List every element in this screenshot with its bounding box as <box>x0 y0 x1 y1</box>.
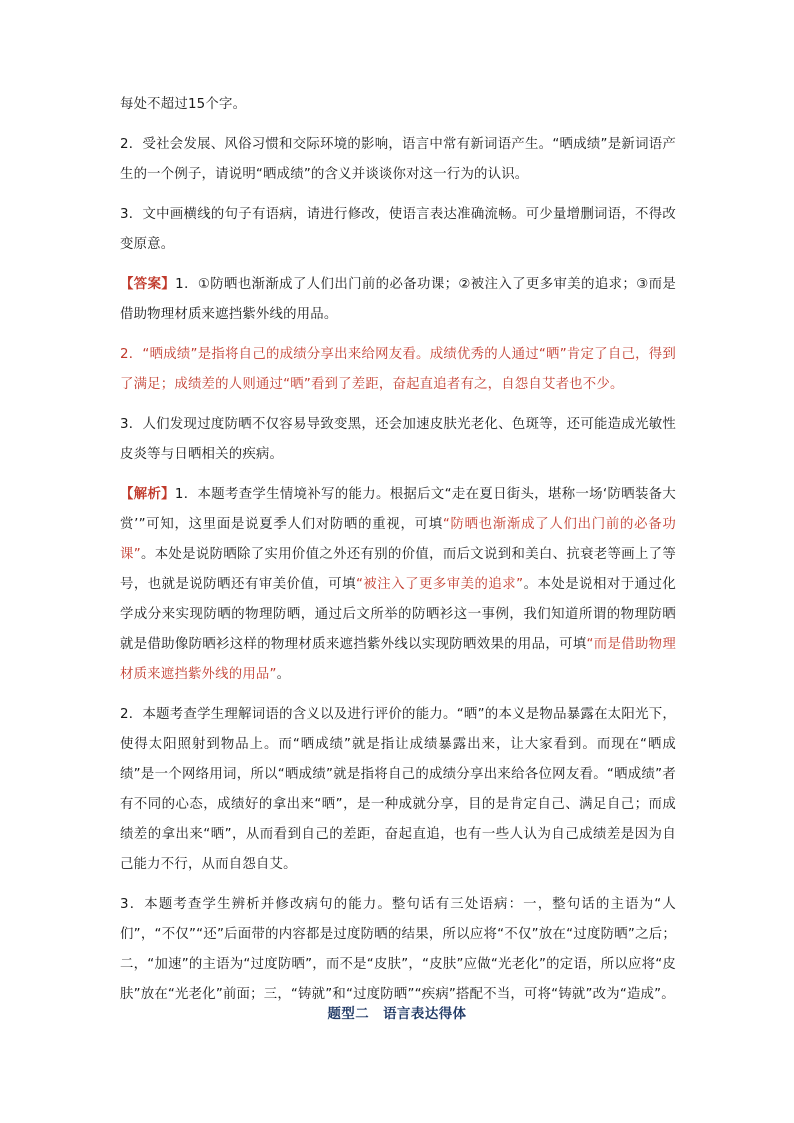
analysis-2: 2．本题考查学生理解词语的含义以及进行评价的能力。“晒”的本义是物品暴露在太阳光下，使得太阳照射到物品上。而“晒成绩”就是指让成绩暴露出来，让大家看到。而现在“晒成绩”是一个网络用词，所以“晒成绩”就是指将自己的成绩分享出来给各位网友看。“晒成绩”者有不同的心态，成绩好的拿出来“晒”，是一种成就分享，目的是肯定自己、满足自己；而成绩差的拿出来“晒”，从而看到自己的差距，奋起直追，也有一些人认为自己成绩差是因为自己能力不行，从而自怨自艾。 <box>120 707 676 872</box>
question-2: 2．受社会发展、风俗习惯和交际环境的影响，语言中常有新词语产生。“晒成绩”是新词语产生的一个例子，请说明“晒成绩”的含义并谈谈你对这一行为的认识。 <box>120 137 676 182</box>
analysis-1-c: 。本处是说防晒除了实用价值之外还有别的价值，而后文说到和美白、抗衰老等画上了等号，也就是说防晒还有审美价值，可填 <box>120 547 676 592</box>
question-tail: 每处不超过15个字。 <box>120 97 247 112</box>
analysis-1-g: 。 <box>276 667 291 682</box>
question-3: 3．文中画横线的句子有语病，请进行修改，使语言表达准确流畅。可少量增删词语，不得改变原意。 <box>120 207 676 252</box>
answer-3: 3．人们发现过度防晒不仅容易导致变黑，还会加速皮肤光老化、色斑等，还可能造成光敏性皮炎等与日晒相关的疾病。 <box>120 417 676 462</box>
analysis-1-d: “被注入了更多审美的追求” <box>356 577 524 592</box>
analysis-1-e: 。本处是说相对于通过化学成分来实现防晒的物理防晒，通过后文所举的防晒衫这一事例，我们知道所谓的物理防晒就是借助像防晒衫这样的物理材质来遮挡紫外线以实现防晒效果的用品，可填 <box>120 577 676 652</box>
section-heading-part2: 语言表达得体 <box>383 1007 467 1022</box>
document-body <box>120 90 676 1020</box>
section-heading <box>0 1003 794 1022</box>
analysis-mark: 【解析】 <box>120 487 175 502</box>
answer-1 <box>120 270 676 330</box>
analysis-1-b: “防晒也渐渐成了人们出门前的必备功课” <box>120 517 676 562</box>
analysis-1-f: “而是借助物理材质来遮挡紫外线的用品” <box>120 637 676 682</box>
answer-1-text: 1．①防晒也渐渐成了人们出门前的必备功课；②被注入了更多审美的追求；③而是借助物理材质来遮挡紫外线的用品。 <box>120 277 676 322</box>
answer-mark: 【答案】 <box>120 277 176 292</box>
answer-2: 2．“晒成绩”是指将自己的成绩分享出来给网友看。成绩优秀的人通过“晒”肯定了自己，得到了满足；成绩差的人则通过“晒”看到了差距，奋起直追者有之，自怨自艾者也不少。 <box>120 347 676 392</box>
analysis-1-a: 1．本题考查学生情境补写的能力。根据后文“走在夏日街头，堪称一场‘防晒装备大赏’”可知，这里面是说夏季人们对防晒的重视，可填 <box>120 487 676 532</box>
analysis-1 <box>120 480 676 690</box>
section-heading-part1: 题型二 <box>327 1007 370 1022</box>
analysis-3: 3．本题考查学生辨析并修改病句的能力。整句话有三处语病：一，整句话的主语为“人们”，“不仅”“还”后面带的内容都是过度防晒的结果，所以应将“不仅”放在“过度防晒”之后；二，“加速”的主语为“过度防晒”，而不是“皮肤”，“皮肤”应做“光老化”的定语，所以应将“皮肤”放在“光老化”前面；三，“铸就”和“过度防晒”“疾病”搭配不当，可将“铸就”改为“造成”。 <box>120 897 676 1002</box>
